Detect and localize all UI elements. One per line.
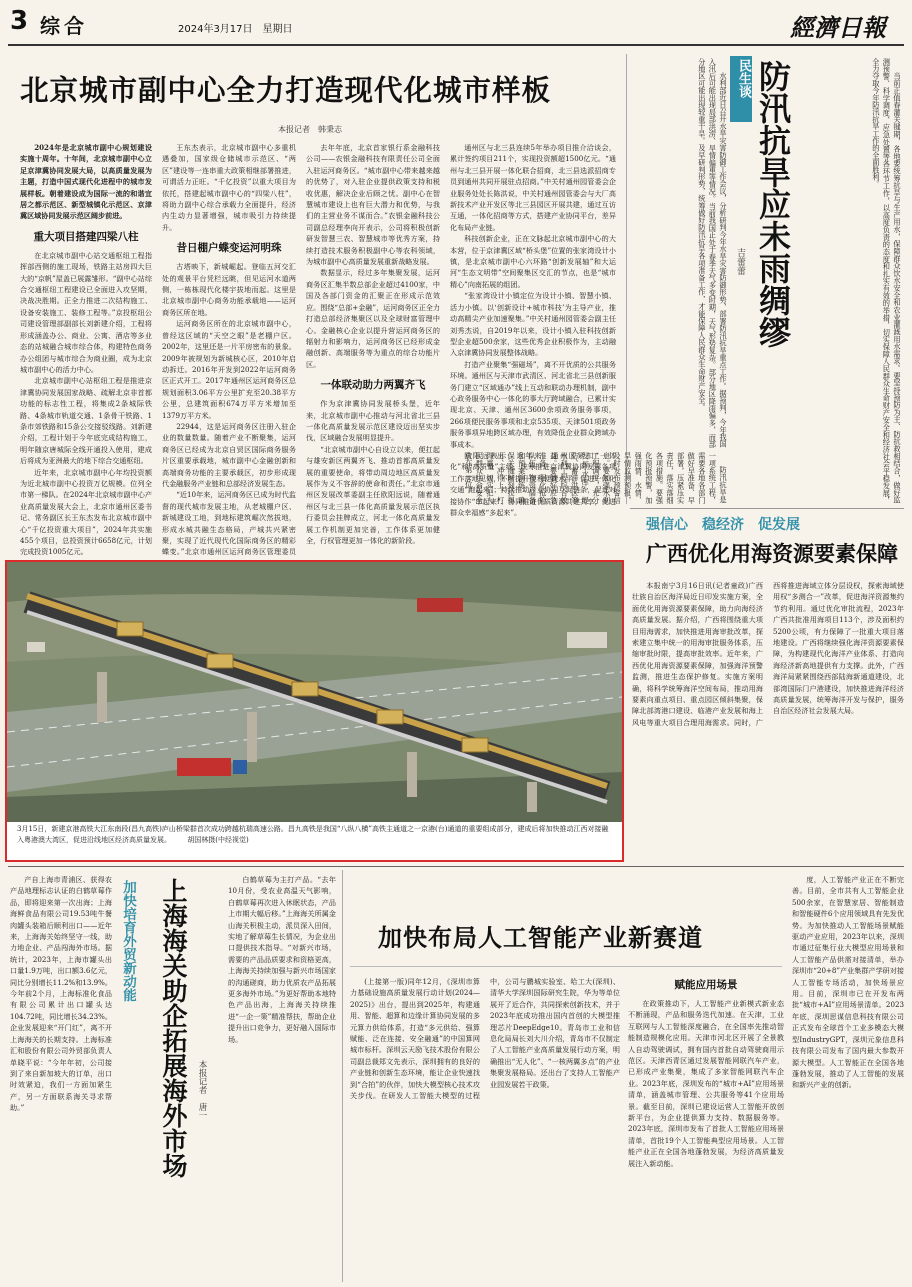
section-name: 综合 [40,14,88,38]
article2-headline: 广西优化用海资源要素保障 [646,542,898,566]
article-paragraph: 科技创新企业，正在文脉起北京城市副中心的大本营，位于京津冀区域“桥头堡”位置的张家湾设计小镇，是北京城市副中心六环路“创新发展轴”和大运河“生态文明带”空间聚集区交汇的节点，也是“城市精心”向南拓展的组团。 [450,234,616,289]
masthead-rule [8,44,904,46]
article-subheading: 一体联动助力两翼齐飞 [320,379,426,392]
sidebar-column-3 [790,58,902,504]
article3-side-column [792,874,904,1280]
article-column-3 [306,142,440,562]
article-column-2 [162,142,296,562]
page-number: 3 [10,6,29,36]
article4-column-label: 加快培育外贸新动能 [120,880,136,1002]
article-paragraph: “北京城市副中心自设立以来，便扛起与雄安新区两翼齐飞、推动首都高质量发展的重要使命，将带动周边地区高质量发展作为义不容辞的使命和责任。”北京市通州区发展改革委副主任欧阳远说，随着通州区与北三县一体化高质量发展示范区执行委员会挂牌成立，河北一体化高质量发展工作机制更加完善，工作体系更加健全，行权管理更加一体化的新阶段。 [306,444,440,545]
article4-byline: 本报记者 唐一 [197,1060,207,1120]
article-paragraph: 王东杰表示，北京城市副中心多重机遇叠加，国家级仓储城市示范区、“两区”建设等一连串重大政策相继部署推进，可谓活力正旺。“千亿投资”以重大项目为依托，搭建起城市副中心的“四梁八柱”，将助力副中心综合承载力全面提升，经济内生动力显著增强，城市吸引力持续提升。 [162,143,296,232]
article-byline: 本报记者 韩秉志 [278,125,342,134]
article3-headline: 加快布局人工智能产业新赛道 [378,924,703,952]
article3-side-paragraph: 度，人工智能产业正在不断完善。目前，全市共有人工智能企业500余家，在智慧家居、智能制造和智能硬件6个应用领域具有先发优势。为加快推动人工智能场景赋能驱动产业应用，2023年以来，深圳市通过征集行业大模型应用场景和人工智能产品供需对接清单，举办深圳市“20+8”产业集群产学研对接人工智能专场活动，加快场景应用。目前，深圳市已在开发布两批“城市+AI”应用场景清单。2023年底，深圳思谋信息科技有限公司正式发布全球首个工业多模态大模型IndustryGPT，深圳元象信息科技有限公司发布了国内最大参数开源大模型。人工智能正在全国各地蓬勃发展，推动了人工智能的发展和新兴产业的创新。 [792,875,904,1090]
article2-paragraph: 本报南宁3月16日讯(记者童政)广西壮族自治区海洋局近日印发实施方案，全面优化用海资源要素保障，助力向海经济高质量发展。据介绍，广西将围绕重大项目用海需求，加快推进用海审批改革，探索建立集中统一的用海审批服务体系，压缩审批时限，提高审批效率。近年来，广西优化用海资源要素保障，加强海洋预警监测，推进生态保护修复。实施方案明确，将科学统筹海洋空间布局，推动用海要素向重点项目、重点园区倾斜集聚，保障北部湾港口建设、临港产业发展和海上风电等重大项目合理用海需求。同时，广西将推进海域立体分层设权，探索海域使用权“多测合一”改革，促进海洋资源集约节约利用。通过优化审批流程，2023年广西共批准用海项目113个，涉及面积约5200公顷，有力保障了一批重大项目落地建设。广西将继续强化海洋资源要素保障，为构建现代化海洋产业体系、打造向海经济新高地提供有力支撑。此外，广西海洋局紧紧围绕西部陆海新通道建设，北部湾国际门户港建设，加快推进海洋经济高质量发展，统筹海洋开发与保护，服务自治区经济社会发展大局。 [632,581,904,727]
photo-caption [17,824,614,846]
article-paragraph: 2024年是北京城市副中心规划建设实施十周年。十年间，北京城市副中心立足京津冀协同发展大局，以高质量发展为主题，打造中国式现代化进程中的城市发展样板。朝着建设成为国际一流的和谐宜居之都示范区、新型城镇化示范区、京津冀区域协同发展示范区阔步前进。 [20,143,152,221]
article-paragraph: 欧阳远表示，近年来，通州区紧扣“一体化”和“高质量”主线，统筹推进京津冀协同发展各项工作落地见效，不断提升便利便捷水平，促进一体化交通“跑起来”；持续推动产业协同互促链条，促进对接协作“串起来”；协同推进优质资源共建共享，促进群众幸福感“多起来”。 [450,450,616,517]
article3-divider [342,870,343,1282]
photo-frame [5,560,624,862]
article3-column-left [350,976,620,1280]
article-paragraph: “近10年来，运河商务区已成为时代监督的现代城市发展主地，从老城棚户区、新城建设工地，到地标建筑崛次然拔地，形成水城共融生态格局，产城共兴紧密聚，实现了近代现代化国际商务区的精彩蝶变。”北京市通州区运河商务区管理委员 [162,490,296,557]
article3-column-right [628,976,784,1280]
article-paragraph: 古塔映下，新城崛起。登临五河交汇处的观景平台凭栏远眺，但见运河水道两侧，一栋栋现代化楼宇拔地而起。这里是北京城市副中心商务功能承载地——运河商务区所在地。 [162,262,296,317]
article3-paragraph: (上接第一版)同年12月，《深圳市算力基础设施高质量发展行动计划(2024—2025)》出台，提出到2025年，构建通用、智能、超算和边缘计算协同发展的多元算力供给体系，打造“多元供给、强算赋能、泛在连接、安全融通”的中国算网城市标杆。深圳云天励飞技术股份有限公司副总裁郑文先表示，深圳拥有的良好的产业链和创新生态环境，能让企业快速找到“合拍”的伙伴，加快大模型核心技术攻关步伐。在研发人工智能大模型的过程中，公司与鹏城实验室、哈工大(深圳)、清华大学深圳国际研究生院，华为等单位展开了近合作，共同探索创新技术，并于2023年底成功推出国内首创的大模型推理芯片DeepEdge10。青岛市工业和信息化局局长刘大川介绍，青岛市不仅制定了人工智能产业高质量发展行动方案，明确推出“无人化”、“一核两翼多点”的产业集聚发展格局。还出台了支持人工智能产业园发展若干政策。 [350,977,620,1101]
section-divider [630,508,904,509]
article3-rule [350,966,782,967]
article-subheading: 昔日棚户蝶变运河明珠 [176,242,282,255]
sidebar-title: 防汛抗旱应未雨绸缪 [754,60,792,348]
sidebar-author: 吉蕾蕾 [735,248,745,275]
article-paragraph: 去年年底，北京首家银行系金融科技公司——农银金融科技有限责任公司全面入驻运河商务区。“城市副中心带来越来越的优势了，对入驻企业提供政策支持和税收优惠，解决企业后顾之忧。副中心在智慧城市建设上也有巨大潜力和优势，与我们的主营业务不谋而合。”农银金融科技公司副总经理李向开表示，公司将积极创新研发智慧三农、智慧城市等优秀方案，持续打造技术服务积极副中心等农科领域，为城市副中心高质量发展重新战略发展。 [306,143,440,267]
article4-headline: 上海海关助企拓展海外市场 [159,878,188,1178]
article-subheading: 重大项目搭建四梁八柱 [33,230,139,243]
article-paragraph: 打造产业聚集“强磁场”，离不开优质的公共服务环境。通州区与天津市武清区、河北省北三县创新服务门建立“区域通办”线上互动和联动办理机制，副中心政务服务中心一体化的事大厅跨域融合，已累计实现北京、天津、通州区3600余项政务服务事项，266项便民服务事项和北京535项、天津501项政务服务事项异地跨区域办理，有效降低企业群众跨域办事成本。 [450,359,616,449]
article-paragraph: 22944，这是运河商务区注册入驻企业的数量数量。随着产业不断聚集，运河商务区已经成为北京自贸区国际商务服务片区重要承载地，城市副中心金融创新和高端商务功能的主要承载区，初步形成现代金融服务产业链和总部经济发展生态。 [162,421,296,488]
article4-column-2 [228,874,336,1280]
article-headline: 北京城市副中心全力打造现代化城市样板 [20,74,552,107]
article-paragraph: 作为京津冀协同发展桥头堡，近年来，北京城市副中心推动与河北省北三县一体化高质量发展示范区建设迈出坚实步伐，区域融合发展明显提升。 [306,399,440,443]
sidebar-paragraph: 防汛抗旱是一项系统工程，需要各地各部门做好早准备、早部署，压紧压实责任，落实落细各项措施。要强化预报预警，加强雨情、水情、旱情监测预报，及时发布预警信息。要加强水利工程调度，充分发挥水库、堤防、蓄滞洪区等水利工程综合效益。要做好应急准备，强化抢险队伍、物资储备和预案演练，确保关键时刻拉得出、冲得上、打得赢，切实把人民群众生命安全放在第一位。 [464,452,728,504]
article-paragraph: 通州区与北三县连续5年举办项目推介洽谈会，累计签约项目211个，实现投资额超1500亿元。“通州与北三县开展一体化联合招商，北三县选派招商专员到通州共同开展驻点招商。”中关村通州园管委会企业服务处处长陈洪说，中关村通州园管委会与大厂高新技术产业开发区等北三县园区开展共建，通过互访互通，一体化招商等方式，搭建产业协同平台，差异化布局产业链。 [450,143,616,232]
article-paragraph: 运河商务区所在的北京城市副中心，曾经这区域的“天空之眼”是老棚户区。2002年，这里还是一片平房密布的景象。2009年被规划为新城核心区，2010年启动拆迁。2016年开发到2022年运河商务区正式开工。2017年通州区运河商务区总规划面积3.06平方公里扩充至20.38平方公里，总建筑面积674万平方米增加至1379万平方米。 [162,319,296,420]
article-paragraph: 北京城市副中心站枢纽工程是推进京津冀协同发展国家战略、疏解北京非首都功能的标志性工程，将集成2条城际铁路、4条城市轨道交通、1条骨干铁路、1条市郊铁路和15条公交接驳线路。刘新建介绍，工程计划于今年底完成结构施工，明年随京唐城际全线开通投入使用，建成后将成为亚洲最大的地下综合交通枢纽。 [20,376,152,466]
article3-subheading: 赋能应用场景 [674,979,738,991]
bottom-section-rule [8,866,904,867]
photo-credit: 胡国林摄(中经视觉) [187,836,249,844]
article4-column-1 [10,874,112,1280]
sidebar-paragraph: 当前正值春灌关键期，各地要统筹抗旱与生产用水，保障群众饮水安全和农业灌溉用水需求。要坚持预防为主、防抗救相结合，做好监测预警、科学调度、应急处置等各环节工作，以高度负责的态度和扎实有效的举措，切实保障人民群众生命财产安全和经济社会平稳发展，全力夺取今年防汛抗旱工作的全面胜利。 [871,58,902,504]
article2-kicker: 强信心 稳经济 促发展 [646,517,800,533]
article-paragraph: 近年来，北京城市副中心年均投资额为近北城市副中心投资万亿规模。位列全市第一梯队。在2024年北京城市副中心产业高质量发展大会上，北京市通州区委书记、常务副区长王东杰发布北京城市副中心“千亿投资重大项目”，2024年共实施455个项目，总投资预计6658亿元，计划完成投资1005亿元。 [20,467,152,557]
article4-paragraph: 产自上海市青浦区、获得农产品地理标志认证的白鹤草莓作品，即将迎来第一次出海；上海海鲜食品有限公司19.53吨牛餐肉罐头装箱后顺利出口——近年来，上海海关始终坚守一线，助力地企业、产品闯海外市场。据统计，2023年，上海市罐头出口量1.9万吨，出口额3.6亿元，同比分别增长11.2%和13.9%。今年前2个月，上海标准化食品有限公司累计出口罐头达104.72吨，同比增长34.23%。企业发展迎来“开门红”，离不开上海海关的长期支持。上海标准汇和股份有限公司外贸部负责人单晓平说：“今年年初，公司接到了来自新加坡大的订单，出口时效紧迫，我们一方面加紧生产，另一方面联系海关寻求帮助。” [10,875,112,1113]
masthead [0,0,912,48]
article2-body [632,580,904,862]
article3-paragraph: 在政策推动下，人工智能产业新模式新业态不断涌现，产品和服务迭代加速。在天津，工业互联网与人工智能深度融合，在全国率先推动智能制造规模化应用。天津市河北区开展了全景教人自动驾驶调试，拥有国内首批自动驾驶商用示范区。天津西青区通过发展智能网联汽车产业，已形成产业集聚，集成了多家智能网联汽车企业。2023年底，深圳发布的“城市+AI”应用场景清单，涵盖城市管理、公共服务等41个应用场景。截至目前，深圳已建设运营人工智能开放创新平台，为企业提供算力支持、数据服务等。2023年底，深圳市发布了首批人工智能应用场景清单，首批19个人工智能典型应用场景。人工智能产业正在全国各地蓬勃发展，为经济高质量发展注入新动能。 [628,999,784,1168]
article-paragraph: 数据显示，经过多年集聚发展，运河商务区汇集半数总部企业超过4100家，中国及各部门资金的汇聚正在形成示范效应。围绕“总部+金融”，运河商务区正全力打造总部经济集聚区以及全球财富管理中心。金融核心企业以提升营运河商务区的辐射力和影响力，运河商务区已经形成金融创新、高端服务等为重点的综合功能片区。 [306,268,440,369]
issue-date: 2024年3月17日 星期日 [178,24,293,35]
photo-caption-text: 3月15日，新建京港高铁大江东南段(昌九高铁)庐山桥梁群首次成功跨越杭瑞高速公路。昌九高铁是我国“八纵八横”高铁主通道之一京港(台)通道的重要组成部分，建成后将加快推动江西对接融入粤港澳大湾区，促进沿线地区经济高质量发展。 [17,825,609,844]
sidebar-column-1 [630,58,728,448]
sidebar-paragraph: 水利部近日召开水旱灾害防御工作会议，分析研判今年水旱灾害防御形势，部署防汛抗旱重点工作。据预判，今年我国入汛后可能出现局部洪涝、旱情偏重等情况。当前我国正处于春季天气多变时期，天气形势复杂。部分地区降雨偏多，而部分地区可能出现较重干旱。及早研判形势，统筹做好防汛抗旱各项准备工作，才能保障人民群众生命财产安全。 [697,58,728,448]
article-column-1 [20,142,152,562]
paper-logo: 經濟日報 [790,13,886,42]
article-paragraph: 在北京城市副中心站交通枢纽工程指挥部西侧的施工现场，铁路主站房四大巨大的“京帆”屋盖已展露雏形。“副中心站综合交通枢纽工程建设已全面进入攻坚期，决战决胜期。正全力推进二次结构施工、设备安装施工、装修工程等。”京投枢纽公司建设管理部副部长刘新建介绍，工程将形成涵盖办公、商业、公寓、酒店等多业态的站城融合城市综合体，构建特色商务办公组团与城市综合为商业圈，成为北京城市副中心的活力中心。 [20,250,152,374]
sidebar-column-label: 民生谈 [730,56,752,122]
sidebar-divider [626,54,627,504]
article4-paragraph: 白鹤草莓为主打产品。“去年10月份，受农业高温天气影响，白鹤草莓再次进入休眠状态，产品上市期大幅后移。”上海海关所属金山海关积极主动，派员深入田间，实地了解草莓生长情况，为企业出口提供技术指导。“对新兴市场，需要的产品品质要求和资格更高，上海海关持续加强与新兴市场国家的沟通磋商，助力优质农产品拓展更多海外市场。”为更好帮助本地特色产品出海，上海海关持续推进“一企一策”精准帮扶，帮助企业提升出口竞争力，更好融入国际市场。 [228,875,336,1044]
bridge-construction-photo [7,562,622,822]
article-paragraph: “张家湾设计小镇定位为设计小镇、智慧小镇、活力小镇。以‘创新设计+城市科技’为主导产业，推动高精尖产业加速聚集。”中关村通州园管委会副主任刘秀杰说，自2019年以来，设计小镇入驻科技创新型企业超500余家，这些优秀企业积极作为，主动融入京津冀协同发展整体战略。 [450,291,616,358]
